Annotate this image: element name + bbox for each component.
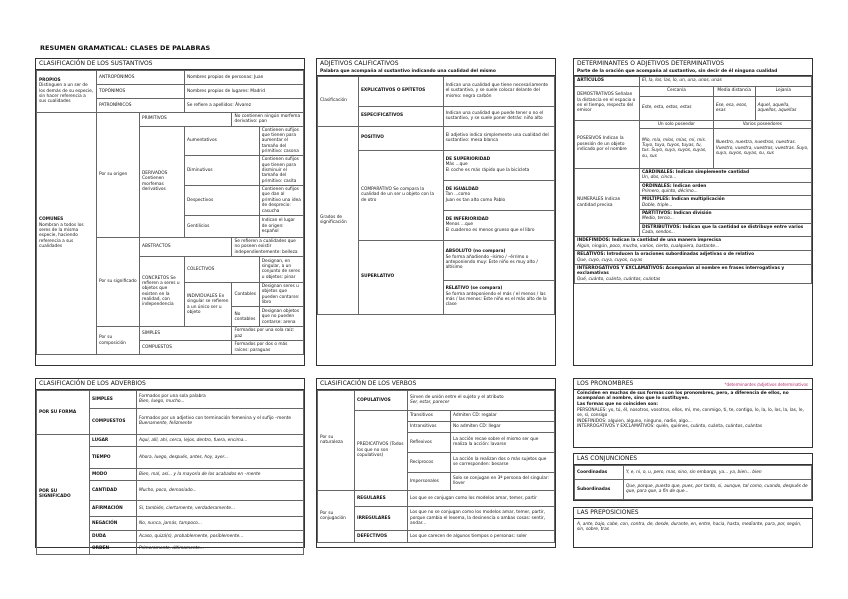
cell: El adjetivo indica simplemente una cualidad del sustantivo: mesa blanca (443, 126, 554, 150)
cell: DE INFERIORIDAD Menos ...que El cuaderno es menos grueso que el libro (443, 210, 554, 240)
cell: Contienen sufijos que tienen para aumentar el tamaño del primitivo: casona (259, 126, 303, 156)
cell: Contienen sufijos que tienen para disminuir el tamaño del primitivo: casita (259, 156, 303, 186)
cell: Sí, también, ciertamente, verdaderamente... (137, 500, 304, 516)
pronombres-intro: Coinciden en muchas de sus formas con los pronombres, pero, a diferencia de ellos, no acompañan al nombre, sino que lo sustituyen. (577, 390, 789, 402)
cell: Despectivos (185, 186, 260, 216)
cell: Intransitivos (408, 421, 451, 432)
cell: Un solo poseedor (640, 120, 714, 128)
cell: La acción la realizan dos o más sujetos que se corresponden: besarse (451, 452, 555, 472)
cell: Acaso, quizá(s), probablemente, posiblemente... (137, 530, 304, 542)
cell: DEFECTIVOS (355, 530, 408, 542)
panel-title: CLASIFICACIÓN DE LOS VERBOS (317, 379, 555, 390)
cell: Ese, esa, esos, esas (713, 96, 755, 120)
cell: Bien, mal, así... y la mayoría de los acabados en –mente (137, 468, 304, 480)
cell: PARTITIVOS: Indican división Medio, tercio... (640, 210, 812, 224)
cell: Por su origen (97, 112, 140, 237)
cell: CANTIDAD (90, 480, 137, 500)
cell: INDIVIDUALES En singular se refieren a un único ser u objeto (185, 282, 232, 326)
cell: EXPLICATIVOS O EPÍTETOS (359, 76, 444, 106)
cell: Sirven de unión entre el sujeto y el atributo Ser, estar, parecer (408, 390, 555, 410)
cell: Admiten CD: regalar (451, 410, 555, 421)
cell: DUDA (90, 530, 137, 542)
cell: Los que se conjugan como los modelos amar, temer, partir (408, 490, 555, 506)
cell: Por su naturaleza (318, 390, 355, 490)
cell: Lejanía (755, 86, 811, 96)
cell: Subordinadas (575, 479, 624, 499)
cell: TIEMPO (90, 446, 137, 468)
cell: PROPIOS Distinguen a un ser de los demás de su especie, sin hacer referencia a sus cualidades (37, 70, 97, 112)
cell: COMUNES Nombran a todos los seres de la misma especie, haciendo referencia a sus cualidades (37, 112, 97, 354)
cell: Y, e, ni, o, u, pero, mas, sino, sin embargo, ya... ya, bien... bien (624, 465, 812, 479)
cell: Gentilicios (185, 215, 260, 237)
cell: Se refieren a cualidades que no poseen existir independientemente: belleza (232, 237, 304, 256)
cell: Este, esta, estos, estas (640, 96, 714, 120)
cell: Reflexivos (408, 432, 451, 452)
cell: POR SU SIGNIFICADO (37, 434, 90, 554)
panel-title: LAS CONJUNCIONES (574, 454, 812, 465)
cell: NEGACIÓN (90, 516, 137, 530)
cell: DEMOSTRATIVOS Señalan la distancia en el espacio o en el tiempo, respecto del emisor (575, 86, 640, 120)
cell: COPULATIVOS (355, 390, 408, 410)
cell: COMPARATIVO Se compara la cualidad de un ser u objeto con la de otro (359, 150, 444, 240)
cell: Recíprocos (408, 452, 451, 472)
cell: Aquel, aquella, aquellos, aquellas (755, 96, 811, 120)
cell: Nuestro, nuestra, nuestros, nuestras. Vuestro, vuestra, vuestros, vuestras. Suyo, suya, suyos, suyas, su, sus (713, 128, 811, 168)
cell: MODO (90, 468, 137, 480)
panel-pronombres (573, 378, 813, 448)
cell: Grados de significación (318, 126, 359, 314)
cell: CARDINALES: Indican simplemente cantidad Un, dos, cinco... (640, 168, 812, 182)
panel-subtitle: Parte de la oración que acompaña al sustantivo, sin decir de él ninguna cualidad (574, 69, 812, 76)
cell: Por su composición (97, 327, 140, 354)
adverbios-table (36, 390, 304, 555)
cell: AFIRMACIÓN (90, 500, 137, 516)
page-title: RESUMEN GRAMATICAL: CLASES DE PALABRAS (40, 44, 211, 52)
cell: Designan objetos que no pueden contarse: arena (259, 307, 303, 327)
cell: Mucho, poco, demasiado... (137, 480, 304, 500)
panel-title: CLASIFICACIÓN DE LOS ADVERBIOS (36, 379, 304, 390)
cell: Por su significado (97, 237, 140, 327)
cell: POR SU FORMA (37, 390, 90, 434)
cell: Impersonales (408, 472, 451, 490)
cell: ORDEN (90, 542, 137, 554)
panel-adverbios (35, 378, 305, 551)
cell: Cercanía (640, 86, 714, 96)
panel-title: LOS PRONOMBRES *determinantes /adjetivos determinativos (574, 379, 812, 390)
cell: COMPUESTOS (140, 341, 232, 355)
cell: Los que no se conjugan como los modelos amar, temer, partir, porque cambia el lexema, la desinencia o ambas cosas: sentir, andar... (408, 506, 555, 530)
adjetivos-table (317, 76, 555, 315)
cell: No contables (232, 307, 259, 327)
panel-title: CLASIFICACIÓN DE LOS SUSTANTIVOS (36, 59, 304, 70)
determinantes-table (574, 76, 812, 284)
panel-title: LAS PREPOSICIONES (574, 508, 812, 519)
cell: Formados por una sola raíz: paz (232, 327, 304, 341)
cell: SUPERLATIVO (359, 240, 444, 314)
cell: RELATIVOS: Introducen la oraciones subordinadas adjetivas o de relativo Que, cuyo, cuya, cuyos, cuyas (575, 251, 812, 265)
cell: Formados por un adjetivo con terminación femenina y el sufijo –mente Buenamente, felizmente (137, 408, 304, 434)
cell: PREDICATIVOS (Todos los que no son copulativos) (355, 410, 408, 490)
verbos-table (317, 390, 555, 543)
cell: No, nunca, jamás, tampoco... (137, 516, 304, 530)
cell: POSITIVO (359, 126, 444, 150)
cell: ORDINALES: Indican orden Primero, quinto, décimo... (640, 182, 812, 196)
preposiciones-list: A, ante, bajo, cabe, con, contra, de, desde, durante, en, entre, hacia, hasta, mediante, para, por, según, sin, sobre, tras (577, 521, 802, 533)
cell: Formados por una sola palabra Bien, luego, mucho... (137, 390, 304, 408)
cell: INDEFINIDOS: Indican la cantidad de una manera imprecisa Algún, ningún, poco, mucho, varios, cierto, cualquiera, bastante... (575, 237, 812, 251)
cell: Aumentativos (185, 126, 260, 156)
cell: Clasificación (318, 76, 359, 126)
cell: Varios poseedores (713, 120, 811, 128)
cell: SIMPLES (140, 327, 232, 341)
cell: Indican una cualidad que tiene necesariamente el sustantivo, y se suele colocar delante del mismo: negra carbón (443, 76, 554, 106)
cell: Ahora, luego, después, antes, hoy, ayer... (137, 446, 304, 468)
cell: ABSOLUTO (no compara) Se forma añadiendo –ísimo / –érrimo o anteponiendo muy: Este niño es muy alto / altísimo (443, 240, 554, 280)
cell: ARTÍCULOS (575, 76, 640, 86)
panel-title: DETERMINANTES O ADJETIVOS DETERMINATIVOS (574, 59, 812, 69)
cell: MÚLTIPLES: Indican multiplicación Doble, triple... (640, 196, 812, 210)
cell: ESPECIFICATIVOS (359, 106, 444, 126)
cell: DE IGUALDAD Tan ...como Juan es tan alto como Pablo (443, 180, 554, 210)
cell: Los que carecen de algunos tiempos o personas: soler (408, 530, 555, 542)
cell: PRIMITIVOS (140, 112, 232, 126)
cell: LUGAR (90, 434, 137, 446)
cell: CONCRETOS Se refieren a seres u objetos que existen en la realidad, con independencia (140, 256, 185, 326)
cell: Designan seres u objetos que pueden contarse: libro (259, 282, 303, 306)
cell: Diminutivos (185, 156, 260, 186)
cell: COLECTIVOS (185, 256, 260, 282)
cell: RELATIVO (se compara) Se forma anteponiendo el más / el menos / las más / las menos: Este niño es el más alto de la clase (443, 280, 554, 314)
cell: TOPÓNIMOS (97, 84, 185, 98)
cell: INTERROGATIVOS Y EXCLAMATIVOS: Acompañan al nombre en frases interrogativas y exclamativas Qué, cuánto, cuánta, cuántos, cuántas (575, 264, 812, 283)
cell: IRREGULARES (355, 506, 408, 530)
cell: SIMPLES (90, 390, 137, 408)
conjunciones-table (574, 465, 812, 500)
cell: Formados por dos o más raíces: paraguas (232, 341, 304, 355)
panel-adjetivos (316, 58, 556, 366)
cell: Transitivos (408, 410, 451, 421)
panel-verbos (316, 378, 556, 548)
pronombres-interrog: INTERROGATIVOS Y EXCLAMATIVOS: quién, quiénes, cuánto, cuánta, cuántos, cuántas (577, 424, 763, 430)
cell: Se refiere a apellidos: Álvarez (185, 98, 304, 112)
cell: NUMERALES Indican cantidad precisa (575, 168, 640, 237)
cell: Indican una cualidad que puede tener o no el sustantivo, y se suele poner detrás: niño alto (443, 106, 554, 126)
cell: Que, porque, puesto que, pues, por tanto, si, aunque, tal como, cuando, después de que, para que, a fin de que... (624, 479, 812, 499)
cell: No contienen ningún morfema derivativo: pan (232, 112, 304, 126)
pronombres-note: *determinantes /adjetivos determinativos (724, 382, 808, 387)
cell: Nombres propios de personas: Juan (185, 70, 304, 84)
cell: La acción recae sobre el mismo ser que realiza la acción: lavarse (451, 432, 555, 452)
pronombres-personales: PERSONALES: yo, tú, él, nosotros, vosotros, ellos, mí, me, conmigo, ti, te, contigo, lo, la, lo, los, la, las, le, se, sí, consigo (577, 407, 804, 419)
cell: POSESIVOS Indican la posesión de un objeto indicado por el nombre (575, 120, 640, 168)
cell: Contables (232, 282, 259, 306)
cell: PATRONÍMICOS (97, 98, 185, 112)
cell: Por su conjugación (318, 490, 355, 542)
cell: DISTRIBUTIVOS: Indican que la cantidad se distribuye entre varios Cada, sendos... (640, 223, 812, 237)
cell: Indican el lugar de origen: español (259, 215, 303, 237)
panel-determinantes (573, 58, 813, 366)
cell: ANTROPÓNIMOS (97, 70, 185, 84)
pronombres-body (574, 390, 812, 431)
panel-conjunciones (573, 453, 813, 501)
cell: Designan, en singular, a un conjunto de seres u objetos: pinar (259, 256, 303, 282)
panel-subtitle: Palabra que acompaña al sustantivo indicando una cualidad del mismo (317, 69, 555, 76)
cell: Contienen sufijos que dan al primitivo una idea de desprecio: casucha (259, 186, 303, 216)
cell: Aquí, allí, ahí, cerca, lejos, dentro, fuera, encima... (137, 434, 304, 446)
cell: Coordinadas (575, 465, 624, 479)
panel-title: ADJETIVOS CALIFICATIVOS (317, 59, 555, 69)
cell: Media distancia (713, 86, 755, 96)
cell: Mío, mía, míos, mías, mi, mis. Tuyo, tuya, tuyos, tuyas, tu, tus. Suyo, suya, suyos, suyas, su, sus (640, 128, 714, 168)
cell: Nombres propios de lugares: Madrid (185, 84, 304, 98)
cell: No admiten CD: llegar (451, 421, 555, 432)
cell: DERIVADOS Contienen morfemas derivativos (140, 126, 185, 237)
cell: Primeramente, últimamente... (137, 542, 304, 554)
pronombres-formas: Las formas que no coinciden son: (577, 401, 658, 407)
cell: DE SUPERIORIDAD Más ...que El coche es más rápido que la bicicleta (443, 150, 554, 180)
cell: El, la, los, las, lo, un, una, unos, unas (640, 76, 812, 86)
pronombres-indefinidos: INDEFINIDOS: alguien, alguno, ninguno, nadie, algo... (577, 418, 692, 424)
cell: REGULARES (355, 490, 408, 506)
cell: Solo se conjugan en 3ª persona del singular: llover (451, 472, 555, 490)
cell: ABSTRACTOS (140, 237, 232, 256)
cell: COMPUESTOS (90, 408, 137, 434)
panel-sustantivos (35, 58, 305, 366)
panel-preposiciones (573, 507, 813, 548)
sustantivos-table (36, 70, 304, 355)
